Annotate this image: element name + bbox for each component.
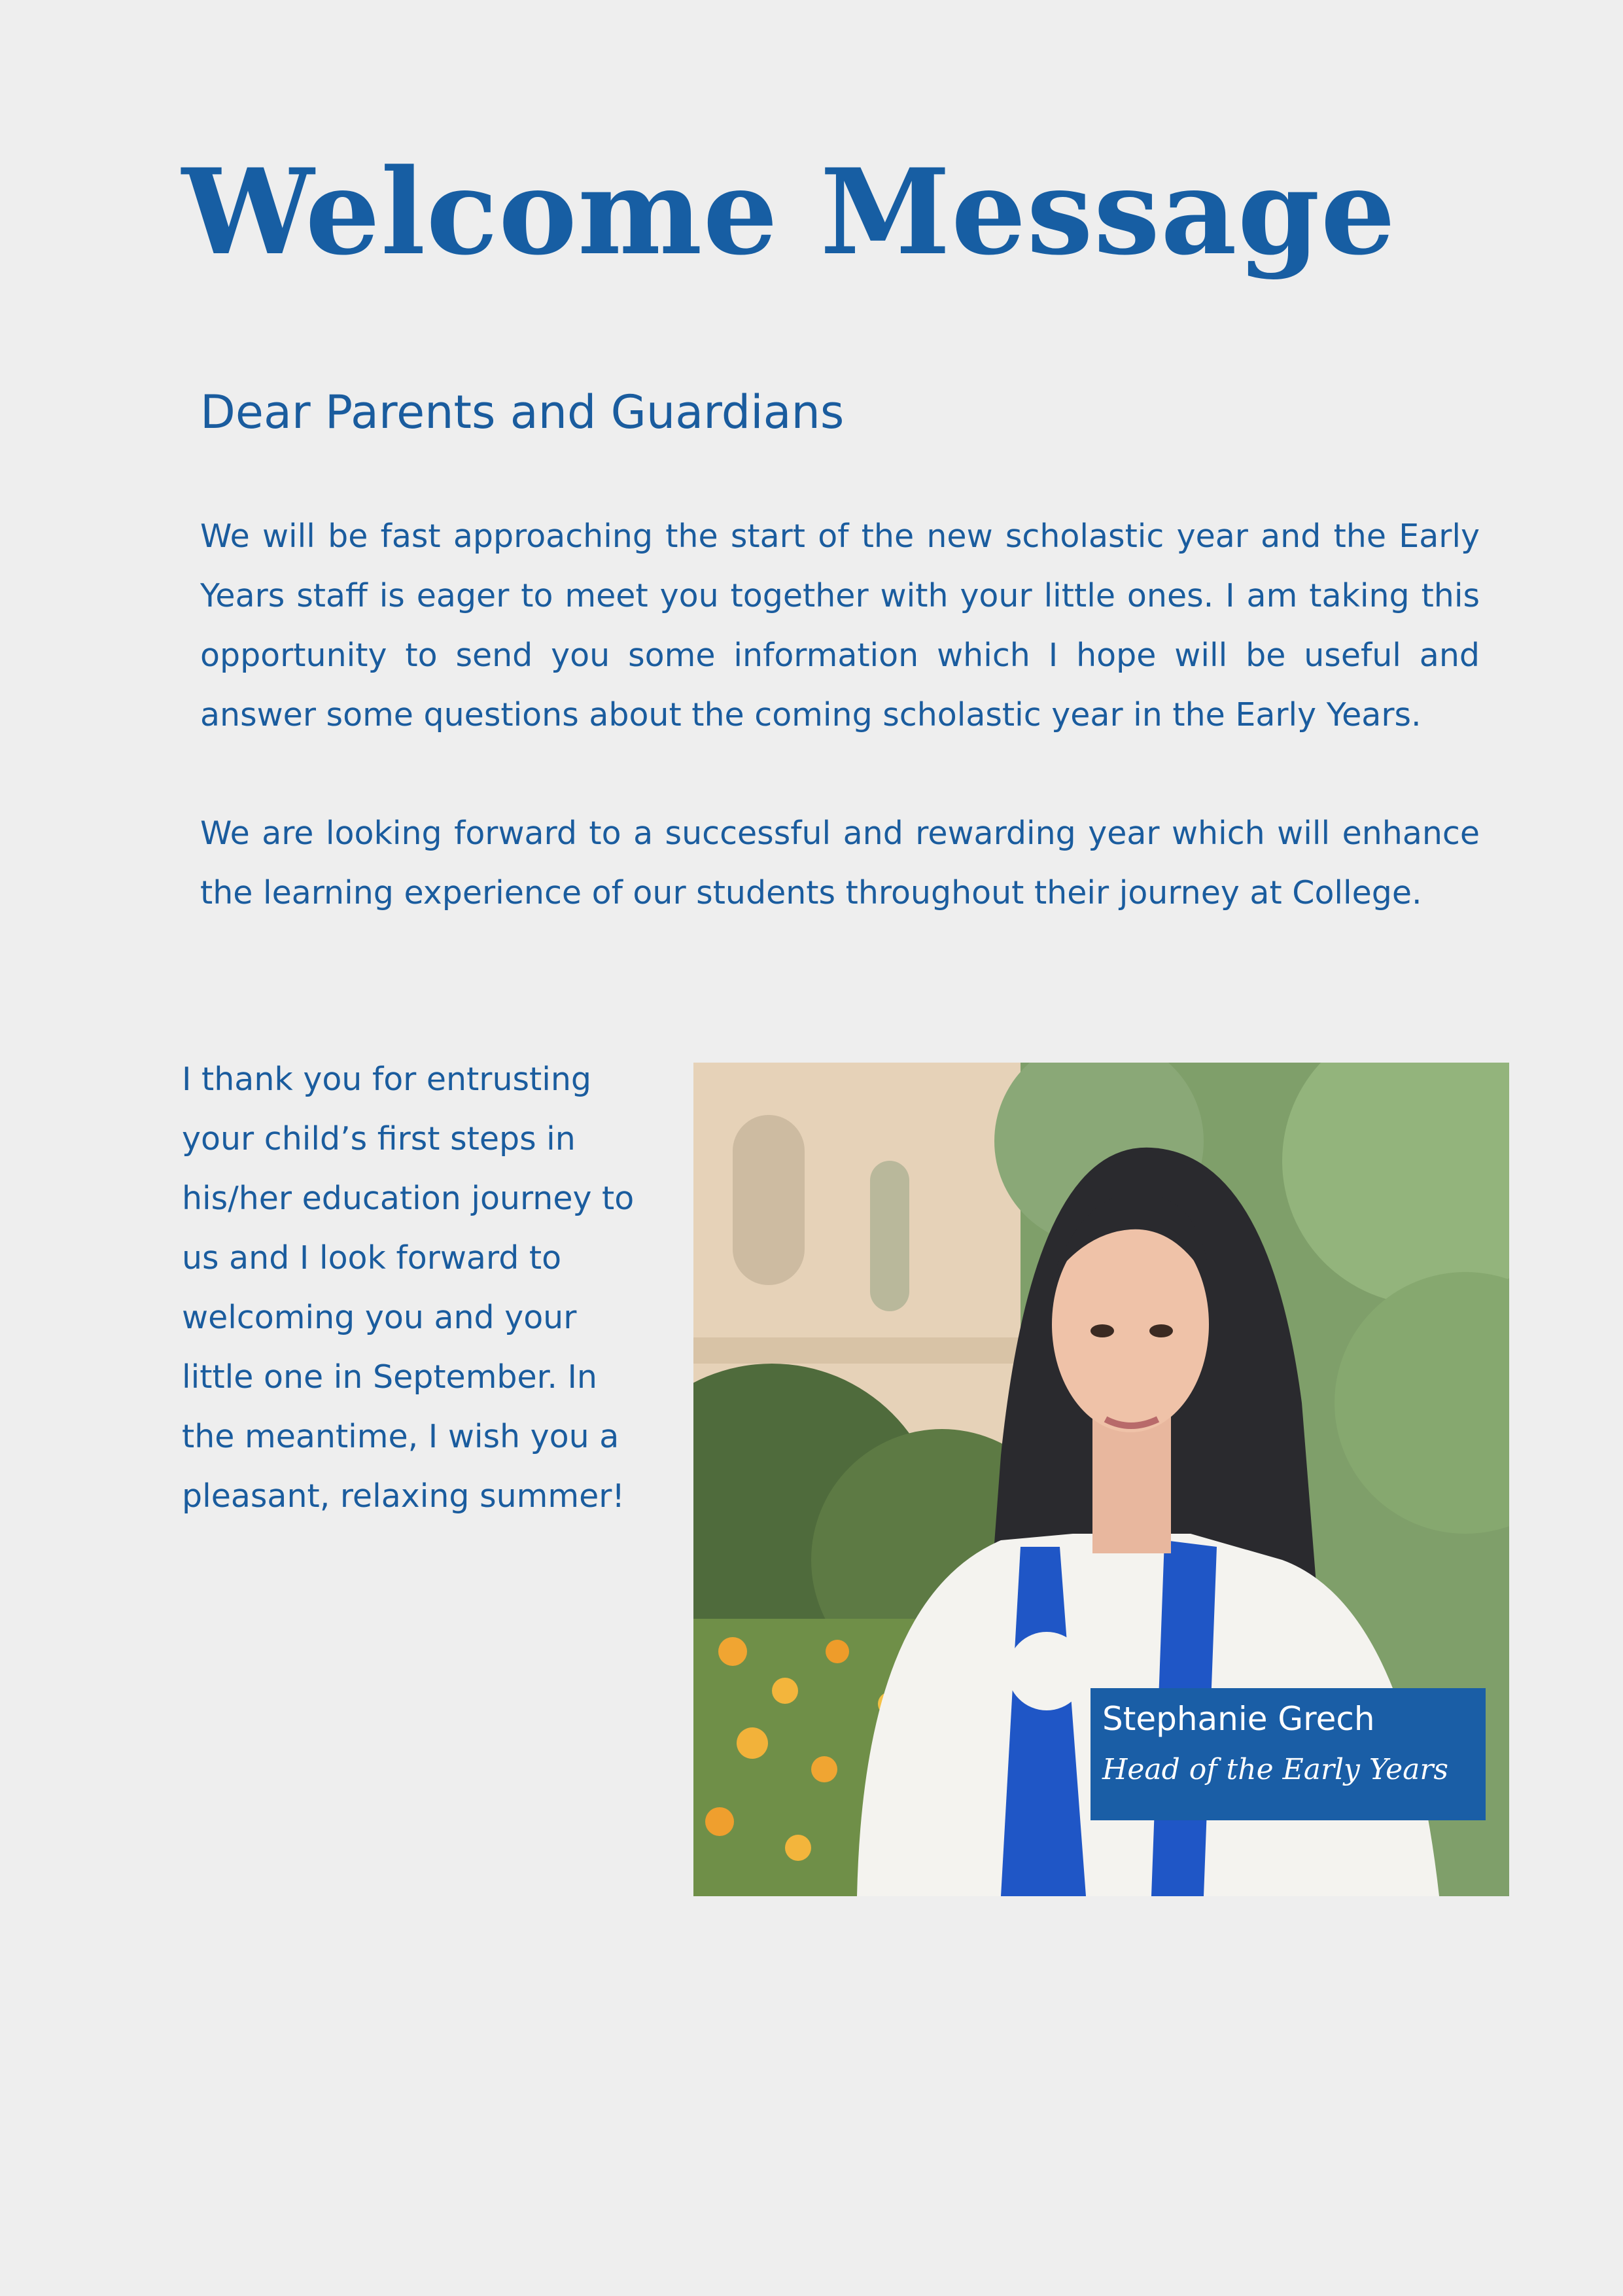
name-caption bbox=[1091, 1688, 1486, 1820]
outlook-paragraph: We are looking forward to a successful and rewarding year which will enhance the learning experience of our students throughout their journey at College. bbox=[200, 815, 1480, 911]
salutation: Dear Parents and Guardians bbox=[200, 385, 845, 439]
closing-paragraph: I thank you for entrusting your child’s first steps in his/her education journey to us and I look forward to welcoming you and your little one in September. In the meantime, I wish you a pleasant, relaxing summer! bbox=[182, 1061, 635, 1515]
portrait-photo bbox=[693, 1063, 1509, 1896]
intro-paragraph: We will be fast approaching the start of the new scholastic year and the Early Years staff is eager to meet you together with your little ones. I am taking this opportunity to send you some information which I hope will be useful and answer some questions about the coming scholastic year in the Early Years. bbox=[200, 518, 1480, 733]
page-title: Welcome Message bbox=[182, 143, 1397, 281]
person-name: Stephanie Grech bbox=[1102, 1700, 1375, 1738]
person-role: Head of the Early Years bbox=[1102, 1753, 1449, 1786]
